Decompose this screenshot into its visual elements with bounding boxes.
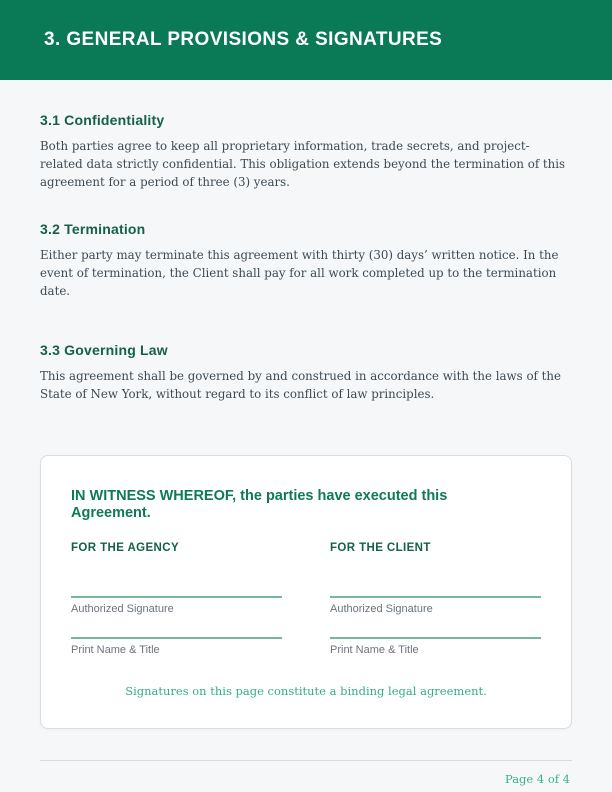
page-content xyxy=(0,112,612,786)
client-print-name-label: Print Name & Title xyxy=(330,644,419,656)
client-signature-label: Authorized Signature xyxy=(330,603,433,615)
section-title: 3. GENERAL PROVISIONS & SIGNATURES xyxy=(44,29,443,50)
clause-termination xyxy=(40,221,572,300)
footer-divider xyxy=(40,760,572,761)
signature-column-agency xyxy=(71,542,282,656)
client-print-name-line xyxy=(330,615,541,639)
clause-body-governing-law: This agreement shall be governed by and construed in accordance with the laws of the State of New York, without regard to its conflict of law principles. xyxy=(40,369,561,401)
client-signature-line xyxy=(330,554,541,598)
clause-heading-governing-law: 3.3 Governing Law xyxy=(40,342,168,358)
clause-confidentiality xyxy=(40,112,572,191)
clause-heading-confidentiality: 3.1 Confidentiality xyxy=(40,112,165,128)
agency-print-name-line xyxy=(71,615,282,639)
clause-body-confidentiality: Both parties agree to keep all proprietary information, trade secrets, and project-related data strictly confidential. This obligation extends beyond the termination of this agreement for a period of three (3) years. xyxy=(40,139,566,189)
clause-body-termination: Either party may terminate this agreement with thirty (30) days’ written notice. In the event of termination, the Client shall pay for all work completed up to the termination date. xyxy=(40,248,559,298)
signature-box xyxy=(40,455,572,729)
binding-agreement-note: Signatures on this page constitute a binding legal agreement. xyxy=(125,684,487,698)
signature-columns xyxy=(71,542,541,656)
agency-signature-label: Authorized Signature xyxy=(71,603,174,615)
agency-signature-line xyxy=(71,554,282,598)
page-number: Page 4 of 4 xyxy=(504,772,570,786)
agency-column-heading: FOR THE AGENCY xyxy=(71,542,180,554)
client-column-heading: FOR THE CLIENT xyxy=(330,542,431,554)
clause-heading-termination: 3.2 Termination xyxy=(40,221,146,237)
witness-statement: IN WITNESS WHEREOF, the parties have executed this Agreement. xyxy=(71,488,448,521)
signature-column-client xyxy=(330,542,541,656)
section-header-bar xyxy=(0,0,612,80)
clause-governing-law xyxy=(40,342,572,403)
agency-print-name-label: Print Name & Title xyxy=(71,644,160,656)
